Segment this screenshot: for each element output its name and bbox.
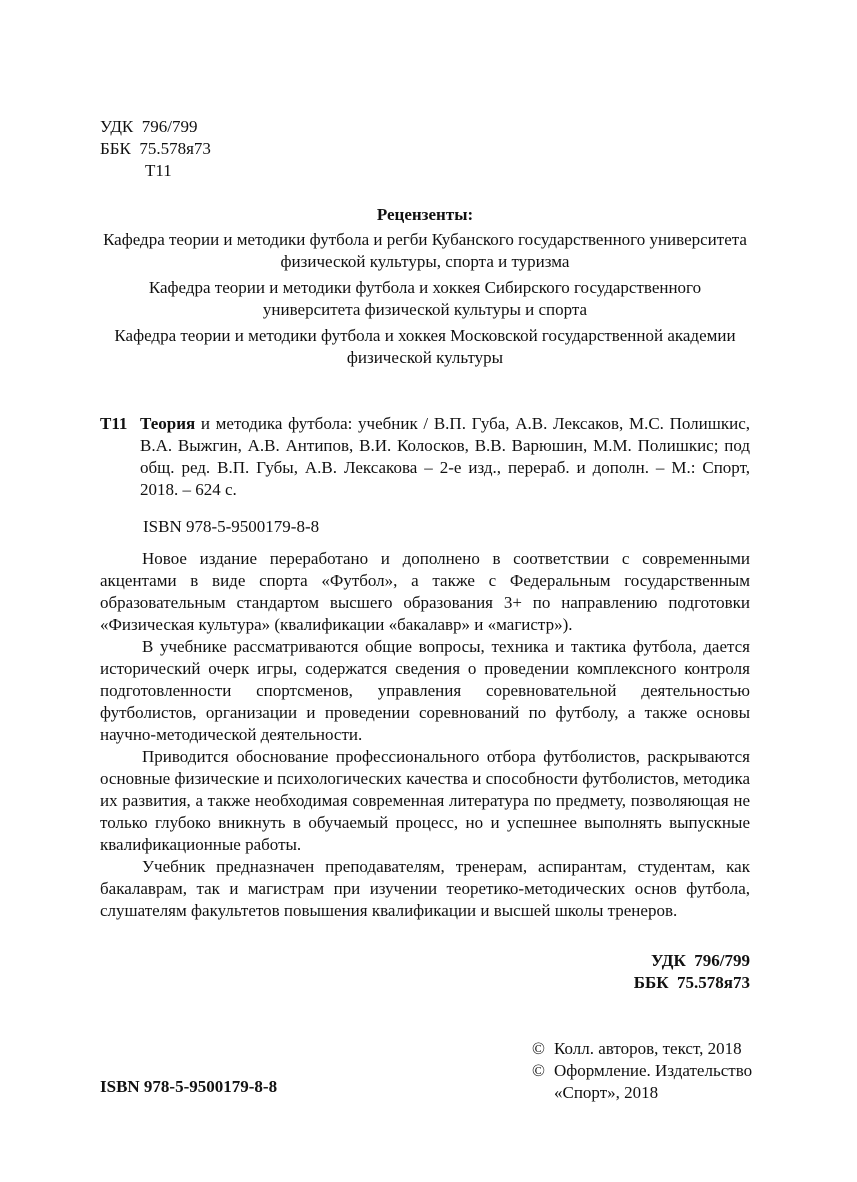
author-mark: Т11 xyxy=(145,161,172,180)
abstract-paragraph: В учебнике рассматриваются общие вопросы, техника и тактика футбола, дается исторический очерк игры, содержатся сведения о проведении комплексного контроля подготовленности спортсменов, управления соревновательной деятельностью футболистов, организации и проведении соревнований по футболу, а также основы научно-методической деятельности. xyxy=(100,637,750,744)
header-classification-codes xyxy=(100,116,211,182)
reviewer-department: Кафедра теории и методики футбола и хоккея Сибирского государственного университета физической культуры и спорта xyxy=(148,278,702,319)
copyright-line: Колл. авторов, текст, 2018 xyxy=(554,1039,742,1058)
reviewer-department: Кафедра теории и методики футбола и регби Кубанского государственного университета физической культуры, спорта и туризма xyxy=(103,230,747,271)
bibliographic-entry xyxy=(100,413,750,501)
reviewer-department: Кафедра теории и методики футбола и хоккея Московской государственной академии физической культуры xyxy=(114,326,736,367)
footer-bbk-code: ББК 75.578я73 xyxy=(633,973,750,992)
reviewers-section xyxy=(100,204,750,373)
abstract-paragraph: Учебник предназначен преподавателям, тренерам, аспирантам, студентам, как бакалаврам, так и магистрам при изучении теоретико-методических основ футбола, слушателям факультетов повышения квалификации и высшей школы тренеров. xyxy=(100,857,750,920)
abstract-paragraph: Приводится обоснование профессионального отбора футболистов, раскрываются основные физические и психологических качества и способности футболистов, методика их развития, а также необходимая современная литература по предмету, позволяющая не только глубоко вникнуть в обучаемый процесс, но и успешнее выполнять выпускные квалификационные работы. xyxy=(100,747,750,854)
bibliographic-details: и методика футбола: учебник / В.П. Губа, А.В. Лексаков, М.С. Полишкис, В.А. Выжгин, А.В. Антипов, В.И. Колосков, В.В. Варюшин, М.М. Полишкис; под общ. ред. В.П. Губы, А.В. Лексакова – 2-е изд., перераб. и дополн. – М.: Спорт, 2018. – 624 с. xyxy=(140,414,750,499)
isbn-line: ISBN 978-5-9500179-8-8 xyxy=(143,517,320,536)
isbn-bottom: ISBN 978-5-9500179-8-8 xyxy=(100,1077,278,1096)
footer-classification-codes xyxy=(500,950,750,994)
copyright-symbol: © xyxy=(532,1039,545,1058)
bibliographic-mark: Т11 xyxy=(100,414,128,433)
footer-udk-code: УДК 796/799 xyxy=(650,951,750,970)
reviewers-title: Рецензенты: xyxy=(376,205,474,224)
copyright-line: Оформление. Издательство «Спорт», 2018 xyxy=(554,1061,753,1102)
copyright-block xyxy=(532,1038,762,1104)
book-title-word: Теория xyxy=(140,414,196,433)
abstract xyxy=(100,548,750,922)
bibliographic-description xyxy=(100,413,750,501)
abstract-paragraph: Новое издание переработано и дополнено в соответствии с современными акцентами в виде спорта «Футбол», а также с Федеральным государственным образовательным стандартом высшего образования 3+ по направлению подготовки «Физическая культура» (квалификации «бакалавр» и «магистр»). xyxy=(100,549,750,634)
copyright-symbol: © xyxy=(532,1061,545,1080)
bbk-code: ББК 75.578я73 xyxy=(100,139,211,158)
udk-code: УДК 796/799 xyxy=(100,117,198,136)
